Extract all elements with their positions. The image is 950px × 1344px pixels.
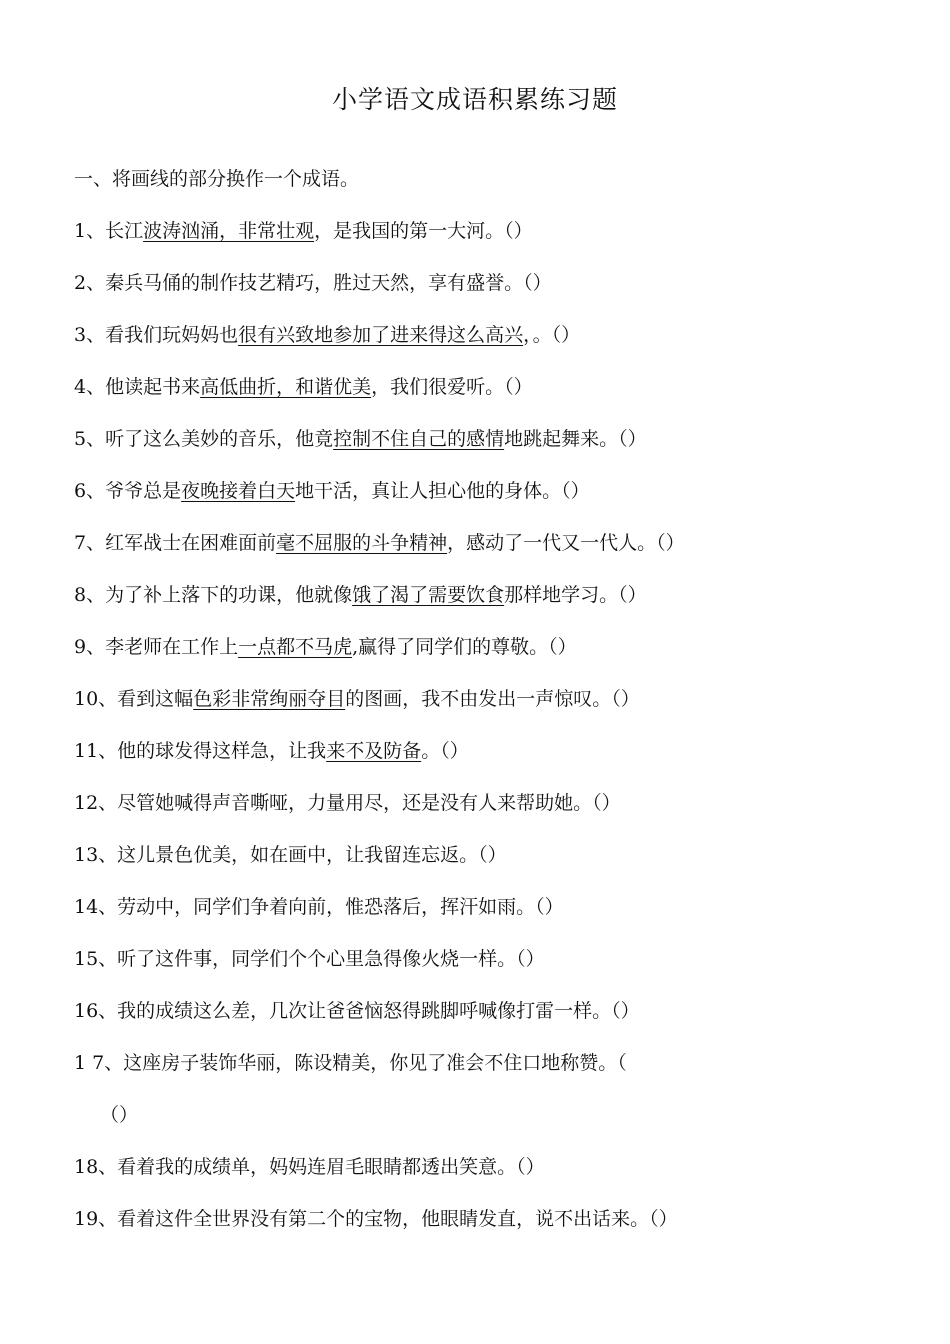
exercise-text: 8、为了补上落下的功课，他就像 — [74, 584, 353, 606]
exercise-item — [74, 1206, 894, 1258]
exercise-text: 4、他读起书来 — [74, 376, 201, 398]
exercise-text: 16、我的成绩这么差，几次让爸爸恼怒得跳脚呼喊像打雷一样。（） — [74, 1000, 640, 1022]
exercise-item — [74, 478, 894, 530]
exercise-item — [74, 426, 894, 478]
exercise-item — [74, 322, 894, 374]
exercise-text: ，是我国的第一大河。（） — [314, 220, 533, 242]
exercise-item — [74, 634, 894, 686]
underlined-phrase: 一点都不马虎 — [238, 636, 353, 658]
exercise-item — [74, 1050, 894, 1102]
underlined-phrase: 波涛汹涌，非常壮观 — [143, 220, 315, 242]
exercise-text: 18、看着我的成绩单，妈妈连眉毛眼睛都透出笑意。（） — [74, 1156, 545, 1178]
exercise-item — [74, 270, 894, 322]
exercise-text: 1、长江 — [74, 220, 144, 242]
exercise-item — [74, 790, 894, 842]
exercise-item — [74, 374, 894, 426]
exercise-item — [74, 998, 894, 1050]
exercise-item — [74, 738, 894, 790]
exercise-text: 1 7、这座房子装饰华丽，陈设精美，你见了准会不住口地称赞。（ — [74, 1052, 627, 1074]
exercise-item — [74, 218, 894, 270]
exercise-text: （） — [100, 1104, 139, 1126]
underlined-phrase: 很有兴致地参加了进来得这么高兴 — [238, 324, 524, 346]
exercise-item — [74, 946, 894, 998]
document-title: 小学语文成语积累练习题 — [331, 85, 618, 114]
underlined-phrase: 控制不住自己的感情 — [333, 428, 505, 450]
exercise-text: 6、爷爷总是 — [74, 480, 182, 502]
exercise-text: 地跳起舞来。（） — [504, 428, 647, 450]
exercise-text: 2、秦兵马俑的制作技艺精巧，胜过天然，享有盛誉。（） — [74, 272, 552, 294]
exercise-item — [74, 582, 894, 634]
exercise-text: 14、劳动中，同学们争着向前，惟恐落后，挥汗如雨。（） — [74, 896, 564, 918]
exercise-text: 13、这儿景色优美，如在画中，让我留连忘返。（） — [74, 844, 507, 866]
exercise-text: ，。（） — [523, 324, 581, 346]
exercise-item — [74, 842, 894, 894]
exercise-text: ，感动了一代又一代人。（） — [447, 532, 685, 554]
underlined-phrase: 高低曲折，和谐优美 — [200, 376, 372, 398]
exercise-text: 那样地学习。（） — [504, 584, 647, 606]
exercise-text: 11、他的球发得这样急，让我 — [74, 740, 327, 762]
exercise-text: 3、看我们玩妈妈也 — [74, 324, 239, 346]
exercise-text: 9、李老师在工作上 — [74, 636, 239, 658]
exercise-text: 10、看到这幅 — [74, 688, 194, 710]
underlined-phrase: 色彩非常绚丽夺目 — [193, 688, 346, 710]
underlined-phrase: 夜晚接着白天 — [181, 480, 296, 502]
exercise-list — [74, 166, 894, 1258]
section-heading: 一、将画线的部分换作一个成语。 — [74, 168, 360, 190]
exercise-text: 12、尽管她喊得声音嘶哑，力量用尽，还是没有人来帮助她。（） — [74, 792, 621, 814]
exercise-text: ,赢得了同学们的尊敬。（） — [352, 636, 577, 658]
exercise-text: ，我们很爱听。（） — [371, 376, 533, 398]
exercise-text: 。（） — [421, 740, 469, 762]
exercise-text: 7、红军战士在困难面前 — [74, 532, 277, 554]
underlined-phrase: 来不及防备 — [326, 740, 422, 762]
exercise-item — [74, 530, 894, 582]
exercise-text: 19、看着这件全世界没有第二个的宝物，他眼睛发直，说不出话来。（） — [74, 1208, 678, 1230]
exercise-item — [74, 686, 894, 738]
underlined-phrase: 饿了渴了需要饮食 — [352, 584, 505, 606]
exercise-text: 地干活，真让人担心他的身体。（） — [295, 480, 590, 502]
underlined-phrase: 毫不屈服的斗争精神 — [276, 532, 448, 554]
exercise-item — [74, 894, 894, 946]
exercise-item — [74, 1154, 894, 1206]
exercise-text: 15、听了这件事，同学们个个心里急得像火烧一样。（） — [74, 948, 545, 970]
exercise-continuation — [74, 1102, 894, 1154]
exercise-text: 5、听了这么美妙的音乐，他竟 — [74, 428, 334, 450]
exercise-text: 的图画，我不由发出一声惊叹。（） — [345, 688, 640, 710]
